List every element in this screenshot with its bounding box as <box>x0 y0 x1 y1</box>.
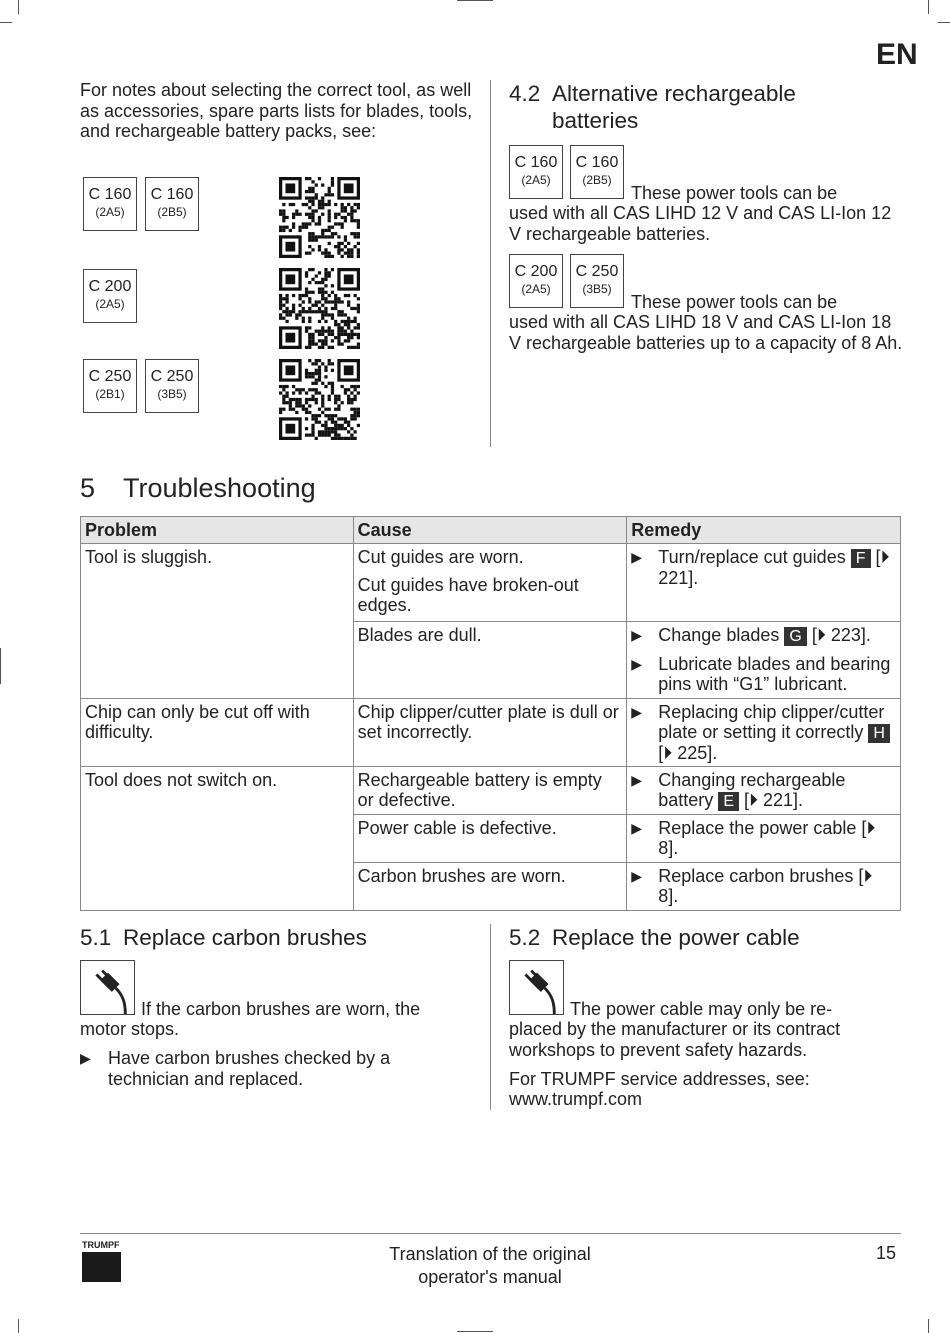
battery-text-first: These power tools can be <box>631 292 838 312</box>
remedy-text: Lubricate blades and bearing pins with “G1” lubricant. <box>658 654 891 694</box>
remedy-item <box>631 866 896 906</box>
footer-rule <box>80 1233 901 1234</box>
intro-notes-text: For notes about selecting the correct tool, as well as accessories, spare parts lists for blades, tools, and rechargeable battery packs, see: <box>80 80 473 141</box>
table-row <box>81 767 901 815</box>
triangle-bullet-icon: ▶ <box>631 868 643 884</box>
crop-mark <box>928 0 929 14</box>
logo-block <box>82 1252 121 1282</box>
cause-cell: Blades are dull. <box>353 622 627 699</box>
remedy-cell <box>627 544 901 622</box>
qr-code-icon[interactable] <box>279 177 360 258</box>
triangle-bullet-icon: ▶ <box>631 772 643 788</box>
remedy-text: Replace the power cable <box>658 818 857 838</box>
model-code: (2A5) <box>521 173 551 187</box>
crop-mark <box>0 22 12 23</box>
remedy-item <box>631 702 896 763</box>
model-code: (2A5) <box>95 297 125 311</box>
page-number: 15 <box>876 1243 897 1263</box>
model-name: C 160 <box>575 154 619 171</box>
remedy-item <box>631 547 896 588</box>
model-code: (2B1) <box>95 387 125 401</box>
problem-cell: Chip can only be cut off with difficulty. <box>81 699 354 767</box>
model-badge <box>145 177 199 231</box>
section-title: Replace carbon brushes <box>123 925 367 950</box>
remedy-cell <box>627 699 901 767</box>
figure-label: E <box>718 792 739 811</box>
crop-mark <box>457 0 493 1</box>
model-name: C 160 <box>514 154 558 171</box>
cause-text: Cut guides have broken-out edges. <box>357 575 579 615</box>
triangle-bullet-icon: ▶ <box>631 820 643 836</box>
model-code: (3B5) <box>582 282 612 296</box>
section-number: 5 <box>80 473 96 503</box>
header-cause: Cause <box>353 517 627 544</box>
qr-code-icon[interactable] <box>279 268 360 349</box>
crop-mark <box>938 22 950 23</box>
troubleshooting-table <box>80 516 901 911</box>
footer-line: operator's manual <box>418 1267 562 1287</box>
footer-center <box>340 1243 640 1289</box>
remedy-item <box>631 770 896 811</box>
remedy-text: Replacing chip clipper/cutter plate or setting it correctly <box>658 702 885 742</box>
crop-mark <box>928 1319 929 1333</box>
triangle-bullet-icon: ▶ <box>631 549 643 565</box>
model-badge <box>509 145 563 199</box>
remedy-item <box>631 625 896 646</box>
remedy-item <box>631 654 896 694</box>
section-number: 4.2 <box>509 81 541 106</box>
model-name: C 250 <box>88 368 132 385</box>
battery-text: used with all CAS LIHD 18 V and CAS LI-Ion 18 V rechargeable batteries up to a capacity of 8 Ah. <box>509 312 903 353</box>
remedy-text: Turn/replace cut guides <box>658 547 846 567</box>
bullet-text: Have carbon brushes checked by a technician and replaced. <box>108 1048 391 1089</box>
crop-mark <box>18 1319 19 1333</box>
model-badge <box>570 145 624 199</box>
problem-cell: Tool does not switch on. <box>81 767 354 911</box>
model-name: C 160 <box>150 186 194 203</box>
figure-label: H <box>868 724 890 743</box>
model-badge <box>509 254 563 308</box>
section-title-line: Alternative rechargeable <box>552 81 796 106</box>
power-plug-icon <box>509 960 564 1015</box>
remedy-cell <box>627 863 901 911</box>
section-title: Replace the power cable <box>552 925 800 950</box>
section-number: 5.1 <box>80 925 112 950</box>
cause-cell: Chip clipper/cutter plate is dull or set incorrectly. <box>353 699 627 767</box>
figure-label: G <box>784 627 806 646</box>
remedy-cell <box>627 815 901 863</box>
triangle-bullet-icon: ▶ <box>631 627 643 643</box>
remedy-text: Replace carbon brushes <box>658 866 854 886</box>
model-badge <box>570 254 624 308</box>
model-badge <box>145 359 199 413</box>
service-url-link[interactable]: www.trumpf.com <box>509 1089 643 1109</box>
qr-code-icon[interactable] <box>279 359 360 440</box>
footer-line: Translation of the original <box>389 1244 591 1264</box>
brush-text: motor stops. <box>80 1019 180 1039</box>
triangle-bullet-icon: ▶ <box>631 656 643 672</box>
table-row <box>81 544 901 622</box>
model-code: (2B5) <box>582 173 612 187</box>
model-badge <box>83 177 137 231</box>
model-code: (3B5) <box>157 387 187 401</box>
section-5-1-heading <box>80 924 367 951</box>
model-code: (2B5) <box>157 205 187 219</box>
crop-mark <box>457 1331 493 1332</box>
remedy-item <box>631 818 896 858</box>
remedy-cell <box>627 622 901 699</box>
cause-cell <box>353 544 627 622</box>
table-header-row <box>81 517 901 544</box>
crop-mark <box>0 648 1 684</box>
problem-cell: Tool is sluggish. <box>81 544 354 699</box>
page-reference-link[interactable]: [⏵ 8]. <box>658 818 876 858</box>
page-reference-link[interactable]: [⏵ 223]. <box>811 625 871 645</box>
cable-text: placed by the manufacturer or its contract workshops to prevent safety hazards. <box>509 1019 841 1060</box>
section-5-heading <box>80 472 316 504</box>
page-reference-link[interactable]: [⏵ 8]. <box>658 866 873 906</box>
battery-text: used with all CAS LIHD 12 V and CAS LI-Ion 12 V rechargeable batteries. <box>509 203 892 244</box>
cable-text-first: The power cable may only be re- <box>570 999 833 1019</box>
column-divider <box>490 80 491 447</box>
section-title-line: batteries <box>552 108 639 133</box>
cause-cell: Power cable is defective. <box>353 815 627 863</box>
section-number: 5.2 <box>509 925 541 950</box>
table-row <box>81 699 901 767</box>
brush-text-first: If the carbon brushes are worn, the <box>141 999 421 1019</box>
model-code: (2A5) <box>521 282 551 296</box>
remedy-cell <box>627 767 901 815</box>
model-code: (2A5) <box>95 205 125 219</box>
logo-text: TRUMPF <box>82 1240 120 1250</box>
brush-bullet <box>80 1048 475 1089</box>
figure-label: F <box>851 549 871 568</box>
cause-cell: Rechargeable battery is empty or defective. <box>353 767 627 815</box>
header-problem: Problem <box>81 517 354 544</box>
cause-text: Cut guides are worn. <box>357 547 524 567</box>
page-reference-link[interactable]: [⏵ 221]. <box>744 790 804 810</box>
remedy-text: Changing rechargeable battery <box>658 770 846 810</box>
model-name: C 250 <box>575 263 619 280</box>
header-remedy: Remedy <box>627 517 901 544</box>
model-name: C 160 <box>88 186 132 203</box>
page-reference-link[interactable]: [⏵ 225]. <box>658 743 718 763</box>
section-4-2-heading <box>509 80 889 134</box>
triangle-bullet-icon: ▶ <box>80 1050 91 1066</box>
column-divider <box>490 924 491 1110</box>
battery-text-first: These power tools can be <box>631 183 838 203</box>
service-text: For TRUMPF service addresses, see: <box>509 1069 810 1089</box>
page-reference-link[interactable]: [⏵ 221]. <box>658 547 890 588</box>
cause-cell: Carbon brushes are worn. <box>353 863 627 911</box>
section-5-2-heading <box>509 924 800 951</box>
model-badge <box>83 359 137 413</box>
model-name: C 250 <box>150 368 194 385</box>
power-plug-icon <box>80 960 135 1015</box>
model-name: C 200 <box>514 263 558 280</box>
model-name: C 200 <box>88 278 132 295</box>
trumpf-logo <box>82 1240 122 1282</box>
language-tag: EN <box>876 38 918 71</box>
section-title: Troubleshooting <box>123 473 316 503</box>
triangle-bullet-icon: ▶ <box>631 704 643 720</box>
crop-mark <box>18 0 19 14</box>
model-badge <box>83 269 137 323</box>
remedy-text: Change blades <box>658 625 780 645</box>
